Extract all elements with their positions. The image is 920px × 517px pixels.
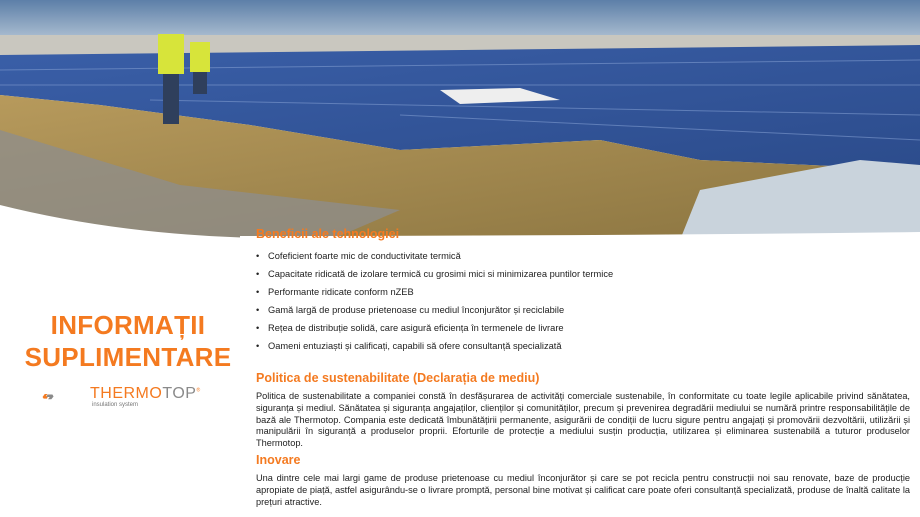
- brand-name: THERMOTOP®: [90, 385, 201, 402]
- benefits-list: [256, 247, 613, 355]
- list-item: • Gamă largă de produse prietenoase cu mediul înconjurător și reciclabile: [256, 301, 613, 319]
- brand-tagline: insulation system: [92, 402, 139, 408]
- sustainability-text: Politica de sustenabilitate a companiei constă în desfășurarea de activități comerciale sustenabile, în conformitate cu toate legile aplicabile privind sănătatea, siguranța și mediul. Sănătatea și siguranța angajaților, clienților și comunităților, precum și prevenirea degradării mediului se numără printre responsabilitățile de bază ale Thermotop. Compania este dedicată îmbunătățirii permanente, asigurării de condiții de lucru sigure pentru angajați și promovării dezvoltării, utilizării și manipulării în siguranță a produselor proprii. Eforturile de protecție a mediului susțin producția, utilizarea și eliminarea sustenabilă a tuturor produselor Thermotop.: [256, 391, 910, 449]
- roof-insulation-photo: [0, 0, 920, 240]
- section-title-line1: INFORMAȚII: [50, 310, 206, 340]
- sustainability-heading: Politica de sustenabilitate (Declarația de mediu): [256, 371, 540, 385]
- list-item: • Capacitate ridicată de izolare termică cu grosimi mici si minimizarea puntilor termice: [256, 265, 613, 283]
- section-title-line2: SUPLIMENTARE: [24, 342, 232, 372]
- list-item: • Rețea de distribuție solidă, care asigură eficiența în termenele de livrare: [256, 319, 613, 337]
- innovation-heading: Inovare: [256, 453, 301, 467]
- list-item: • Performante ridicate conform nZEB: [256, 283, 613, 301]
- benefits-heading: Beneficii ale tehnologiei: [256, 227, 400, 241]
- list-item: • Cofeficient foarte mic de conductivitate termică: [256, 247, 613, 265]
- thermotop-logo-icon: [42, 385, 86, 409]
- innovation-text: Una dintre cele mai largi game de produse prietenoase cu mediul înconjurător și care se pot recicla pentru construcții noi sau renovate, baze de producție apropiate de piață, astfel asigurându-se o livrare promptă, personal bine motivat și calificat care poate oferi consultanță specializată, produse de înaltă calitate la prețuri atractive.: [256, 473, 910, 507]
- list-item: • Oameni entuziaști și calificați, capabili să ofere consultanță specializată: [256, 337, 613, 355]
